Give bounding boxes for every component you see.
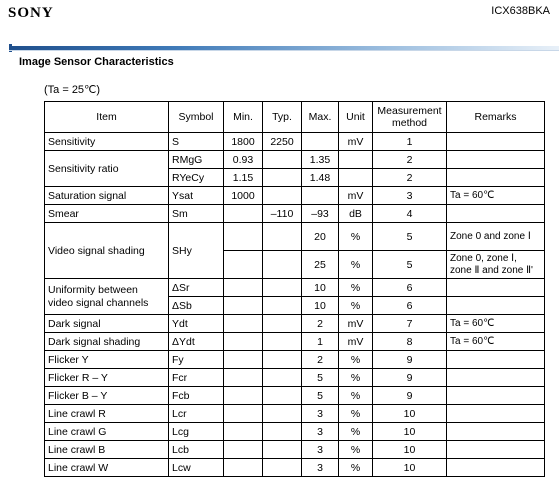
cell-method: 7 [373, 315, 447, 333]
cell-item: Saturation signal [45, 187, 169, 205]
cell-item: Flicker B – Y [45, 387, 169, 405]
cell-max: 1.48 [302, 169, 339, 187]
cell-typ [263, 151, 302, 169]
cell-remarks [447, 205, 545, 223]
cell-symbol: Lcg [169, 423, 224, 441]
cell-unit: mV [339, 333, 373, 351]
cell-min [224, 279, 263, 297]
table-row [45, 279, 545, 297]
cell-unit: mV [339, 133, 373, 151]
cell-method: 10 [373, 441, 447, 459]
cell-item: Sensitivity [45, 133, 169, 151]
table-row [45, 369, 545, 387]
cell-remarks: Ta = 60℃ [447, 333, 545, 351]
cell-remarks [447, 279, 545, 297]
cell-max: 5 [302, 387, 339, 405]
cell-typ [263, 405, 302, 423]
table-row [45, 387, 545, 405]
cell-item: Line crawl B [45, 441, 169, 459]
cell-max: 2 [302, 351, 339, 369]
cell-typ [263, 333, 302, 351]
table-row [45, 423, 545, 441]
cell-typ [263, 315, 302, 333]
cell-unit: % [339, 251, 373, 279]
cell-item: Line crawl W [45, 459, 169, 477]
cell-min: 1800 [224, 133, 263, 151]
header-rule-shadow [9, 50, 559, 51]
header-typ: Typ. [263, 102, 302, 133]
cell-typ [263, 251, 302, 279]
cell-symbol: Lcr [169, 405, 224, 423]
cell-max: 1 [302, 333, 339, 351]
cell-item: Line crawl G [45, 423, 169, 441]
cell-typ [263, 279, 302, 297]
cell-min [224, 251, 263, 279]
table-row [45, 441, 545, 459]
cell-item: Flicker Y [45, 351, 169, 369]
cell-max [302, 133, 339, 151]
cell-method: 1 [373, 133, 447, 151]
cell-symbol: RMgG [169, 151, 224, 169]
header-method: Measurement method [373, 102, 447, 133]
cell-typ [263, 351, 302, 369]
cell-typ [263, 387, 302, 405]
cell-max [302, 187, 339, 205]
cell-max: –93 [302, 205, 339, 223]
cell-method: 5 [373, 251, 447, 279]
cell-typ [263, 423, 302, 441]
cell-unit: mV [339, 187, 373, 205]
table-row [45, 151, 545, 169]
cell-max: 2 [302, 315, 339, 333]
cell-method: 8 [373, 333, 447, 351]
cell-max: 10 [302, 297, 339, 315]
cell-unit: % [339, 351, 373, 369]
header-remarks: Remarks [447, 102, 545, 133]
cell-min [224, 423, 263, 441]
cell-unit: % [339, 279, 373, 297]
cell-method: 6 [373, 297, 447, 315]
cell-symbol: Lcb [169, 441, 224, 459]
cell-symbol: SHy [169, 223, 224, 279]
cell-max: 5 [302, 369, 339, 387]
cell-min [224, 405, 263, 423]
cell-remarks [447, 405, 545, 423]
cell-remarks: Zone 0 and zone Ⅰ [447, 223, 545, 251]
cell-method: 2 [373, 169, 447, 187]
cell-item: Dark signal shading [45, 333, 169, 351]
cell-max: 1.35 [302, 151, 339, 169]
test-condition: (Ta = 25℃) [44, 84, 101, 96]
cell-remarks: Zone 0, zone Ⅰ, zone Ⅱ and zone Ⅱ' [447, 251, 545, 279]
header-min: Min. [224, 102, 263, 133]
cell-typ: –110 [263, 205, 302, 223]
cell-unit: % [339, 387, 373, 405]
cell-min [224, 387, 263, 405]
cell-max: 3 [302, 459, 339, 477]
cell-method: 9 [373, 387, 447, 405]
cell-unit: % [339, 405, 373, 423]
cell-item: Dark signal [45, 315, 169, 333]
cell-remarks [447, 369, 545, 387]
cell-method: 10 [373, 405, 447, 423]
characteristics-table [44, 101, 545, 477]
cell-remarks: Ta = 60℃ [447, 315, 545, 333]
cell-remarks [447, 387, 545, 405]
table-row [45, 405, 545, 423]
cell-symbol: Fy [169, 351, 224, 369]
cell-method: 10 [373, 423, 447, 441]
cell-unit: % [339, 459, 373, 477]
cell-remarks [447, 441, 545, 459]
cell-symbol: Sm [169, 205, 224, 223]
cell-symbol: ΔSr [169, 279, 224, 297]
cell-method: 5 [373, 223, 447, 251]
cell-unit: % [339, 369, 373, 387]
cell-typ [263, 369, 302, 387]
cell-item: Sensitivity ratio [45, 151, 169, 187]
cell-typ [263, 223, 302, 251]
table-row [45, 223, 545, 251]
table-row [45, 315, 545, 333]
header-symbol: Symbol [169, 102, 224, 133]
cell-typ [263, 297, 302, 315]
cell-symbol: Ysat [169, 187, 224, 205]
cell-method: 9 [373, 369, 447, 387]
cell-unit: mV [339, 315, 373, 333]
cell-unit: % [339, 441, 373, 459]
cell-max: 3 [302, 423, 339, 441]
cell-typ [263, 169, 302, 187]
cell-min [224, 369, 263, 387]
table-row [45, 187, 545, 205]
cell-remarks [447, 423, 545, 441]
cell-min [224, 315, 263, 333]
cell-min [224, 297, 263, 315]
cell-min: 1.15 [224, 169, 263, 187]
cell-method: 9 [373, 351, 447, 369]
cell-typ [263, 187, 302, 205]
cell-symbol: ΔSb [169, 297, 224, 315]
cell-min [224, 333, 263, 351]
cell-method: 10 [373, 459, 447, 477]
cell-remarks [447, 169, 545, 187]
cell-unit: % [339, 223, 373, 251]
cell-max: 3 [302, 405, 339, 423]
cell-max: 25 [302, 251, 339, 279]
cell-symbol: ΔYdt [169, 333, 224, 351]
table-header-row [45, 102, 545, 133]
cell-item: Flicker R – Y [45, 369, 169, 387]
cell-item: Video signal shading [45, 223, 169, 279]
table-row [45, 351, 545, 369]
cell-min [224, 223, 263, 251]
cell-unit: % [339, 297, 373, 315]
header-max: Max. [302, 102, 339, 133]
cell-remarks: Ta = 60℃ [447, 187, 545, 205]
cell-min [224, 441, 263, 459]
cell-unit: % [339, 423, 373, 441]
cell-symbol: Fcr [169, 369, 224, 387]
cell-method: 3 [373, 187, 447, 205]
cell-item: Line crawl R [45, 405, 169, 423]
cell-max: 20 [302, 223, 339, 251]
cell-max: 3 [302, 441, 339, 459]
cell-method: 4 [373, 205, 447, 223]
cell-remarks [447, 133, 545, 151]
model-number: ICX638BKA [491, 5, 550, 17]
cell-method: 6 [373, 279, 447, 297]
brand-logo: SONY [8, 5, 54, 21]
cell-min: 1000 [224, 187, 263, 205]
cell-symbol: RYeCy [169, 169, 224, 187]
cell-symbol: Lcw [169, 459, 224, 477]
cell-symbol: Fcb [169, 387, 224, 405]
cell-item: Smear [45, 205, 169, 223]
cell-max: 10 [302, 279, 339, 297]
cell-unit [339, 151, 373, 169]
section-title: Image Sensor Characteristics [19, 56, 174, 68]
cell-symbol: Ydt [169, 315, 224, 333]
cell-unit: dB [339, 205, 373, 223]
table-row [45, 133, 545, 151]
cell-method: 2 [373, 151, 447, 169]
cell-remarks [447, 351, 545, 369]
cell-typ: 2250 [263, 133, 302, 151]
table-row [45, 333, 545, 351]
cell-unit [339, 169, 373, 187]
table-row [45, 205, 545, 223]
header-unit: Unit [339, 102, 373, 133]
cell-min [224, 205, 263, 223]
header-item: Item [45, 102, 169, 133]
cell-min: 0.93 [224, 151, 263, 169]
cell-remarks [447, 151, 545, 169]
cell-remarks [447, 297, 545, 315]
cell-item: Uniformity between video signal channels [45, 279, 169, 315]
cell-symbol: S [169, 133, 224, 151]
cell-min [224, 351, 263, 369]
cell-typ [263, 441, 302, 459]
